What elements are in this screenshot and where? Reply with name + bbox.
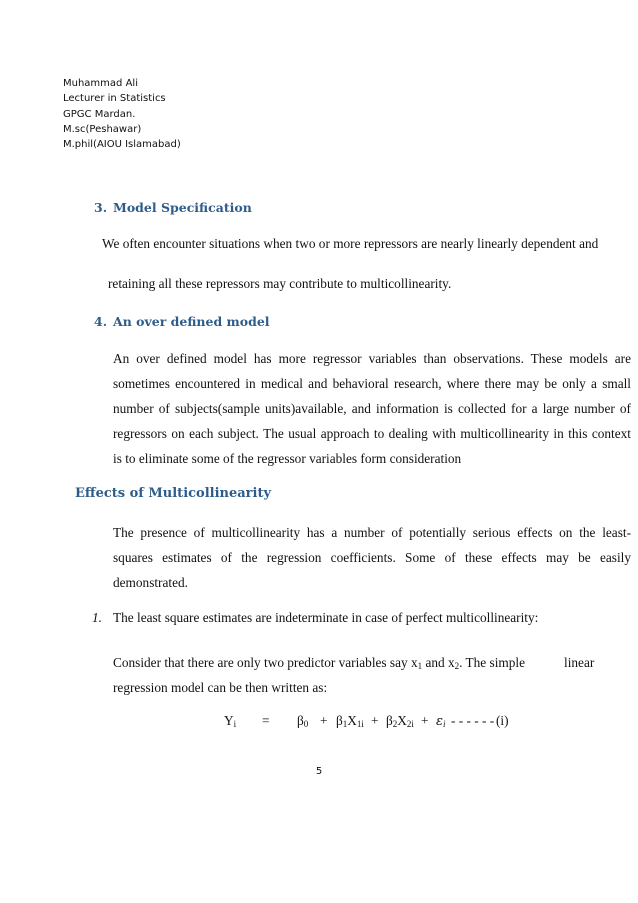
- author-name: Muhammad Ali: [63, 78, 138, 89]
- section-4-number: 4.: [94, 314, 108, 329]
- section-3-line-1: We often encounter situations when two or more repressors are nearly linearly dependent and: [102, 236, 599, 251]
- section-3-line-2: retaining all these repressors may contribute to multicollinearity.: [108, 276, 452, 291]
- equation-term-2: [386, 713, 414, 729]
- list-item-1-text: The least square estimates are indeterminate in case of perfect multicollinearity:: [113, 610, 539, 625]
- beta2-symbol: β: [386, 713, 393, 728]
- beta1-symbol: β: [336, 713, 343, 728]
- author-title: Lecturer in Statistics: [63, 93, 166, 105]
- author-header: [63, 76, 181, 152]
- section-3-number: 3.: [94, 200, 108, 215]
- equation-beta0: [297, 713, 308, 729]
- y-symbol: Y: [224, 713, 234, 728]
- section-4-heading: [94, 314, 270, 329]
- epsilon-subscript: i: [442, 719, 446, 729]
- x1i-subscript: 1i: [356, 719, 364, 729]
- consider-line-1: [113, 655, 525, 671]
- author-degree-mphil: M.phil(AIOU Islamabad): [63, 139, 181, 151]
- consider-text-a: Consider that there are only two predictor variables say x: [113, 655, 418, 670]
- section-4-line-1: An over defined model has more regressor variables than observations. These models are: [113, 351, 631, 366]
- x2i-subscript: 2i: [406, 719, 414, 729]
- consider-text-b: and x: [422, 655, 455, 670]
- equation-plus-2: +: [371, 713, 379, 728]
- x1-symbol: X: [347, 713, 357, 728]
- x2-subscript: 2: [454, 661, 460, 671]
- effects-line-3: demonstrated.: [113, 575, 188, 590]
- epsilon-symbol: ε: [436, 714, 443, 729]
- section-4-line-5: is to eliminate some of the regressor variables form consideration: [113, 451, 462, 466]
- x1-subscript: 1: [417, 661, 423, 671]
- effects-heading: Effects of Multicollinearity: [75, 486, 272, 501]
- section-4-line-3: number of subjects(sample units)available, and information is collected for a large number of: [113, 401, 631, 416]
- beta1-subscript: 1: [342, 719, 348, 729]
- section-4-line-2: sometimes encountered in medical and behavioral research, where there may be only a small: [113, 376, 631, 391]
- beta0-symbol: β: [297, 713, 304, 728]
- equation-plus-3: +: [421, 713, 429, 728]
- beta2-subscript: 2: [392, 719, 398, 729]
- section-4-line-4: regressors on each subject. The usual approach to dealing with multicollinearity in this context: [113, 426, 631, 441]
- author-degree-msc: M.sc(Peshawar): [63, 123, 142, 135]
- equation-error: [436, 713, 446, 729]
- equation-equals: =: [262, 713, 270, 728]
- consider-line-2: regression model can be then written as:: [113, 680, 328, 695]
- section-3-heading: [94, 200, 252, 215]
- equation-dashes: - - - - - -: [451, 713, 495, 728]
- consider-text-c: . The simple: [459, 655, 525, 670]
- y-subscript: i: [233, 719, 237, 729]
- equation-lhs: [224, 713, 236, 729]
- list-item-1-marker: 1.: [92, 610, 102, 625]
- author-institution: GPGC Mardan.: [63, 108, 136, 120]
- equation-plus-1: +: [320, 713, 328, 728]
- regression-equation: [0, 713, 638, 735]
- section-3-title: Model Specification: [113, 200, 252, 215]
- effects-line-2: squares estimates of the regression coefficients. Some of these effects may be easily: [113, 550, 631, 565]
- x2-symbol: X: [397, 713, 407, 728]
- page-number: 5: [315, 766, 323, 777]
- equation-term-1: [336, 713, 364, 729]
- consider-line-1-end: linear: [564, 655, 595, 670]
- equation-label: (i): [496, 713, 509, 728]
- section-4-title: An over defined model: [113, 314, 270, 329]
- beta0-subscript: 0: [303, 719, 309, 729]
- effects-line-1: The presence of multicollinearity has a number of potentially serious effects on the least-: [113, 525, 631, 540]
